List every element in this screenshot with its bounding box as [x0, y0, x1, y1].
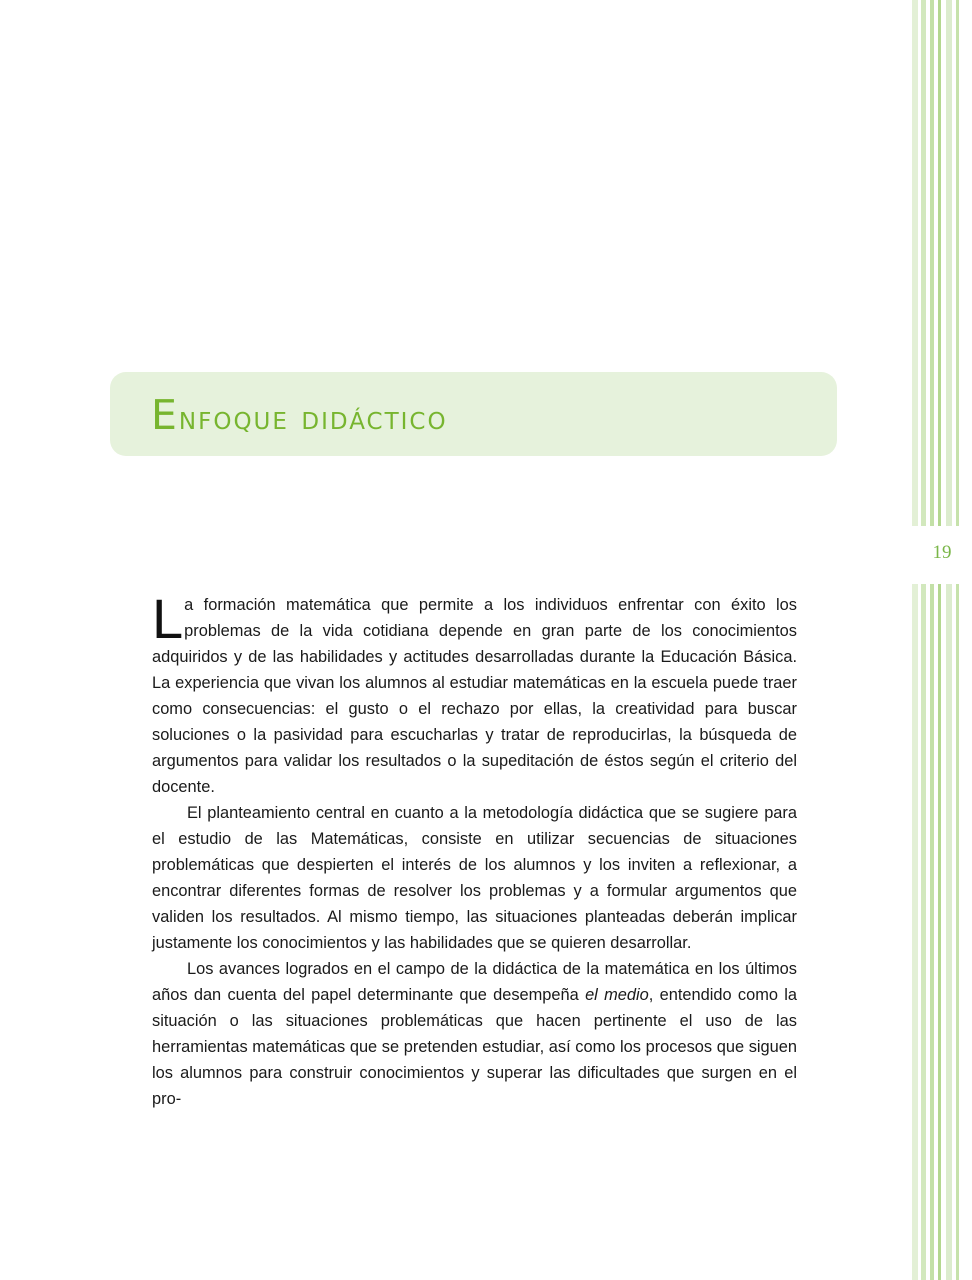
paragraph-text: a formación matemática que permite a los individuos enfrentar con éxito los problemas de la vida cotidiana depende en gran parte de los conocimientos adquiridos y de las habilidades y actitudes desarrolladas durante la Educación Básica. La experiencia que vivan los alumnos al estudiar matemáticas en la escuela puede traer como consecuencias: el gusto o el rechazo por ellas, la creatividad para buscar soluciones o la pasividad para escucharlas y tratar de reproducirlas, la búsqueda de argumentos para validar los resultados o la supeditación de éstos según el criterio del docente. — [152, 596, 797, 796]
body-text — [152, 587, 798, 1112]
stripe — [946, 0, 952, 1280]
paragraph-text: , entendido como la situación o las situaciones problemáticas que hacen pertinente el uso de las herramientas matemáticas que se pretenden estudiar, así como los procesos que siguen los alumnos para construir conocimientos y superar las dificultades que surgen en el pro- — [152, 986, 798, 1108]
stripe — [912, 0, 918, 1280]
section-title-rest: nfoque didáctico — [178, 398, 448, 437]
section-title-initial: E — [151, 391, 179, 439]
section-title — [151, 392, 448, 441]
paragraph — [152, 956, 797, 1112]
stripe — [938, 0, 941, 1280]
paragraph: El planteamiento central en cuanto a la metodología didáctica que se sugiere para el estudio de las Matemáticas, consiste en utilizar secuencias de situaciones problemáticas que despierten el interés de los alumnos y los inviten a reflexionar, a encontrar diferentes formas de resolver los problemas y a formular argumentos que validen los resultados. Al mismo tiempo, las situaciones planteadas deberán implicar justamente los conocimientos y las habilidades que se quieren desarrollar. — [152, 804, 797, 952]
stripe — [930, 0, 934, 1280]
stripe — [921, 0, 926, 1280]
section-title-banner — [110, 372, 837, 456]
drop-cap: L — [152, 587, 184, 650]
page-number: 19 — [932, 542, 952, 563]
stripe — [956, 0, 959, 1280]
paragraph-text: Los avances logrados en el campo de la didáctica de la matemática en los últimos años dan cuenta del papel determinante que desempeña — [152, 960, 797, 1004]
emphasis-text: el medio — [585, 986, 649, 1004]
paragraph — [152, 587, 797, 800]
